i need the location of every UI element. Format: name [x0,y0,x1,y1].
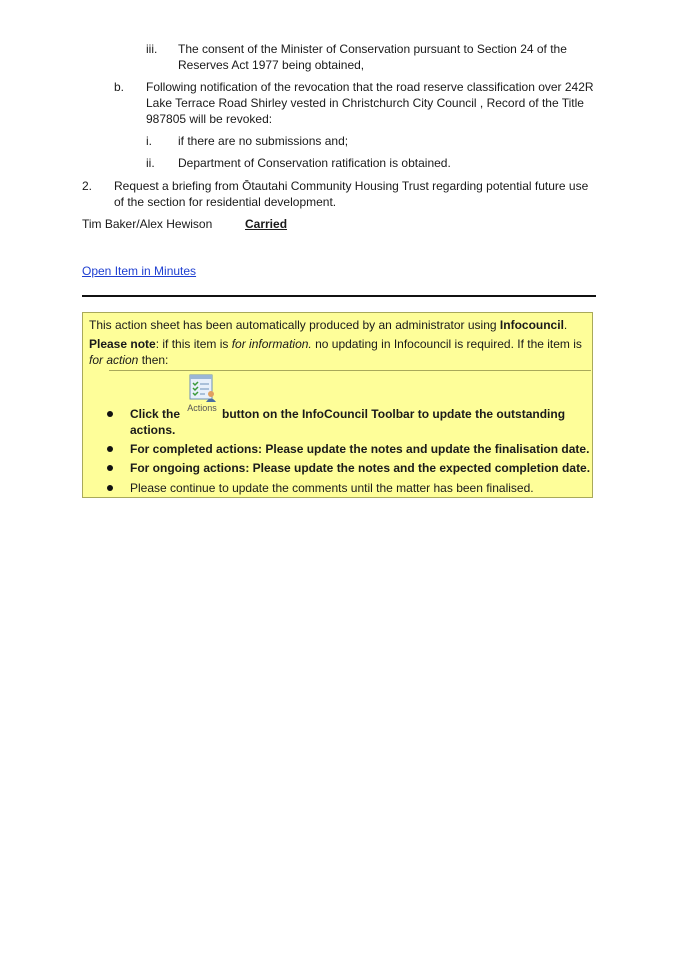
bullet4-text: Please continue to update the comments until the matter has been finalised. [130,481,534,495]
item-text-2-line2: of the section for residential development. [114,195,337,209]
bullet-dot [107,465,113,471]
mover-seconder: Tim Baker/Alex Hewison [82,217,213,231]
item-marker-b: b. [114,80,125,94]
item-text-iii-line1: The consent of the Minister of Conservation pursuant to Section 24 of the [178,42,567,56]
bullet1-text-cont: actions. [130,423,176,437]
bullet1-text: button on the InfoCouncil Toolbar to update the outstanding [222,407,566,421]
notice-please-note [89,336,582,352]
notice-please-note-cont [89,352,168,368]
item-marker-iii: iii. [146,42,158,56]
please-note-label: Please note [89,337,156,351]
note-text-1: : if this item is [155,337,232,351]
item-text-iii-line2: Reserves Act 1977 being obtained, [178,58,365,72]
item-text-b-line2: Lake Terrace Road Shirley vested in Christchurch City Council , Record of the Title [146,96,584,110]
item-text-2-line1: Request a briefing from Ōtautahi Community Housing Trust regarding potential future use [114,179,589,193]
note-text-3: then: [138,353,169,367]
bullet2-text: For completed actions: Please update the notes and update the finalisation date. [130,442,590,456]
bullet-dot [107,411,113,417]
notice-divider [109,370,591,371]
bullet-dot [107,446,113,452]
note-text-2: no updating in Infocouncil is required. If the item is [311,337,582,351]
actions-checklist-icon [187,373,217,403]
item-text-i: if there are no submissions and; [178,134,349,148]
item-text-ii: Department of Conservation ratification is obtained. [178,156,451,170]
notice-infocouncil: Infocouncil [499,318,564,332]
actions-button-label: Actions [187,403,217,413]
action-sheet-notice [82,312,593,498]
item-text-b-line1: Following notification of the revocation that the road reserve classification over 242R [146,80,594,94]
notice-intro [89,317,567,333]
motion-result: Carried [245,217,288,231]
note-for-information: for information. [231,337,312,351]
open-item-in-minutes-link[interactable]: Open Item in Minutes [82,264,197,278]
item-marker-2: 2. [82,179,93,193]
note-for-action: for action [89,353,139,367]
section-divider [82,295,596,297]
bullet-dot [107,485,113,491]
actions-toolbar-button[interactable] [185,373,219,417]
bullet3-text: For ongoing actions: Please update the notes and the expected completion date. [130,461,591,475]
notice-intro-end: . [563,318,568,332]
item-marker-i: i. [146,134,152,148]
bullet1-click-the: Click the [130,407,181,421]
notice-intro-text: This action sheet has been automatically produced by an administrator using [89,318,500,332]
item-marker-ii: ii. [146,156,155,170]
item-text-b-line3: 987805 will be revoked: [146,112,273,126]
